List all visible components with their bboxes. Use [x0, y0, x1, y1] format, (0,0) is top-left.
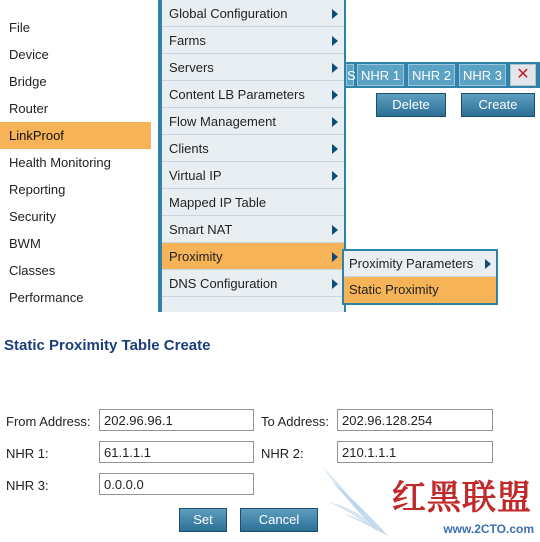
create-button[interactable]: Create [461, 93, 535, 117]
submenu-item-static-proximity[interactable] [344, 277, 496, 303]
nhr3-input[interactable] [99, 473, 254, 495]
tab-close-button[interactable] [510, 64, 536, 86]
chevron-right-icon [332, 36, 338, 46]
menu-item-label: Farms [169, 33, 206, 48]
tab-partial[interactable]: S [346, 64, 354, 86]
menu-item-global-configuration[interactable] [162, 0, 344, 27]
tab-nhr-2[interactable]: NHR 2 [408, 64, 455, 86]
menu-item-label: Mapped IP Table [169, 195, 267, 210]
menu-item-label: Smart NAT [169, 222, 233, 237]
chevron-right-icon [332, 252, 338, 262]
nav-item-bridge[interactable]: Bridge [9, 74, 47, 89]
nav-item-reporting[interactable]: Reporting [9, 182, 66, 197]
menu-item-label: Content LB Parameters [169, 87, 305, 102]
proximity-submenu [342, 249, 498, 305]
to-address-input[interactable] [337, 409, 493, 431]
from-address-label: From Address: [6, 414, 91, 429]
nhr-tabs [346, 62, 540, 88]
nav-item-health-monitoring[interactable]: Health Monitoring [9, 155, 111, 170]
chevron-right-icon [332, 225, 338, 235]
page-title: Static Proximity Table Create [4, 337, 211, 354]
nhr2-label: NHR 2: [261, 446, 304, 461]
chevron-right-icon [332, 9, 338, 19]
menu-item-label: Proximity [169, 249, 223, 264]
tab-nhr-1[interactable]: NHR 1 [357, 64, 404, 86]
nav-item-security[interactable]: Security [9, 209, 56, 224]
tab-nhr-3[interactable]: NHR 3 [459, 64, 506, 86]
set-button[interactable]: Set [179, 508, 227, 532]
nav-item-classes[interactable]: Classes [9, 263, 56, 278]
menu-item-label: Flow Management [169, 114, 276, 129]
watermark-chinese-text: 红黑联盟 [392, 478, 532, 518]
chevron-right-icon [332, 171, 338, 181]
nav-item-performance[interactable]: Performance [9, 290, 84, 305]
site-watermark [318, 462, 540, 542]
submenu-item-proximity-parameters[interactable] [344, 251, 496, 277]
submenu-item-label: Static Proximity [349, 282, 439, 297]
menu-item-clients[interactable] [162, 135, 344, 162]
nhr3-label: NHR 3: [6, 478, 49, 493]
nav-item-router[interactable]: Router [9, 101, 49, 116]
menu-item-label: Servers [169, 60, 214, 75]
chevron-right-icon [332, 90, 338, 100]
chevron-right-icon [332, 63, 338, 73]
menu-item-content-lb-parameters[interactable] [162, 81, 344, 108]
menu-item-smart-nat[interactable] [162, 216, 344, 243]
nhr1-input[interactable] [99, 441, 254, 463]
linkproof-dropdown-menu [158, 0, 346, 312]
nav-item-linkproof[interactable]: LinkProof [0, 122, 151, 149]
menu-item-flow-management[interactable] [162, 108, 344, 135]
cancel-button[interactable]: Cancel [240, 508, 318, 532]
to-address-label: To Address: [261, 414, 329, 429]
nhr2-input[interactable] [337, 441, 493, 463]
chevron-right-icon [332, 144, 338, 154]
menu-item-virtual-ip[interactable] [162, 162, 344, 189]
from-address-input[interactable] [99, 409, 254, 431]
nav-item-file[interactable]: File [9, 20, 30, 35]
close-icon: ✕ [516, 66, 530, 83]
menu-item-proximity[interactable] [162, 243, 344, 270]
menu-item-label: DNS Configuration [169, 276, 278, 291]
chevron-right-icon [332, 279, 338, 289]
submenu-item-label: Proximity Parameters [349, 256, 474, 271]
menu-item-label: Clients [169, 141, 209, 156]
delete-button[interactable]: Delete [376, 93, 446, 117]
left-navigation [0, 14, 158, 311]
menu-item-mapped-ip-table[interactable] [162, 189, 344, 216]
nav-item-bwm[interactable]: BWM [9, 236, 41, 251]
menu-item-dns-configuration[interactable] [162, 270, 344, 297]
menu-item-label: Virtual IP [169, 168, 222, 183]
nav-item-device[interactable]: Device [9, 47, 49, 62]
nhr1-label: NHR 1: [6, 446, 49, 461]
menu-item-farms[interactable] [162, 27, 344, 54]
menu-item-servers[interactable] [162, 54, 344, 81]
chevron-right-icon [332, 117, 338, 127]
watermark-url: www.2CTO.com [443, 522, 534, 536]
menu-item-label: Global Configuration [169, 6, 288, 21]
chevron-right-icon [485, 259, 491, 269]
